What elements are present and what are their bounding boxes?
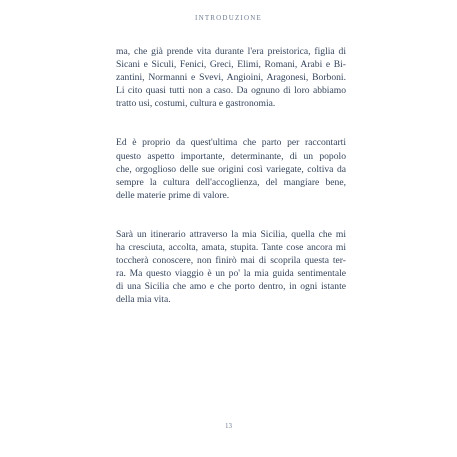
text-line: Sarà un itinerario attraverso la mia Sicilia, quella che mi: [116, 228, 346, 240]
text-line: zantini, Normanni e Svevi, Angioini, Aragonesi, Borboni.: [116, 72, 346, 84]
paragraph-2: [116, 136, 346, 201]
paragraph-3: [116, 228, 346, 307]
text-line: Ed è proprio da quest'ultima che parto per raccontarti: [116, 137, 346, 149]
text-line: ha cresciuta, accolta, amata, stupita. Tante cose ancora mi: [116, 242, 346, 254]
text-line: che, orgoglioso delle sue origini così variegate, coltiva da: [116, 163, 346, 175]
text-line: sempre la cultura dell'accoglienza, del mangiare bene,: [116, 176, 346, 188]
text-line: della mia vita.: [116, 294, 171, 306]
text-line: ma, che già prende vita durante l'era preistorica, figlia di: [116, 46, 346, 57]
body-text: [116, 45, 346, 333]
text-line: ra. Ma questo viaggio è un po' la mia guida sentimentale: [116, 268, 346, 280]
text-line: di una Sicilia che amo e che porto dentro, in ogni istante: [116, 281, 346, 293]
paragraph-1: [116, 45, 346, 110]
running-header: INTRODUZIONE: [195, 14, 262, 22]
page-number: 13: [225, 422, 232, 430]
text-line: questo aspetto importante, determinante, di un popolo: [116, 150, 346, 162]
text-line: toccherà conoscere, non finirò mai di scoprila questa ter-: [116, 255, 346, 267]
text-line: delle materie prime di valore.: [116, 189, 230, 201]
text-line: tratto usi, costumi, cultura e gastronomia.: [116, 98, 276, 110]
text-line: Li cito quasi tutti non a caso. Da ognuno di loro abbiamo: [116, 85, 346, 97]
text-line: Sicani e Siculi, Fenici, Greci, Elimi, Romani, Arabi e Bi-: [116, 59, 346, 71]
